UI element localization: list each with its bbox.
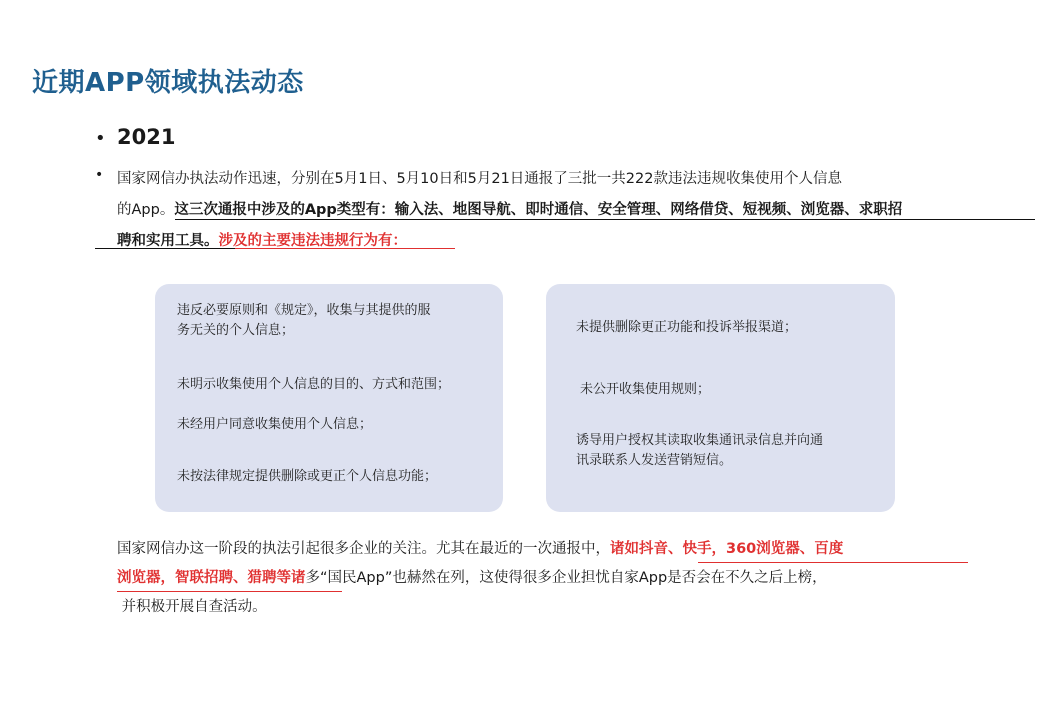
violation-item: 违反必要原则和《规定》，收集与其提供的服 bbox=[177, 303, 431, 318]
underline bbox=[175, 219, 1035, 220]
paragraph-intro bbox=[117, 164, 1047, 257]
conclusion-text-cont: 多“国民App”也赫然在列，这使得很多企业担忧自家App是否会在不久之后上榜， bbox=[305, 570, 827, 586]
intro-text: 国家网信办执法动作迅速，分别在5月1日、5月10日和5月21日通报了三批一共222款违法违规收集使用个人信息 bbox=[117, 171, 842, 187]
bullet-icon: • bbox=[95, 128, 106, 149]
violations-lead: 涉及的主要违法违规行为有： bbox=[218, 233, 407, 249]
intro-text-cont: 的App。 bbox=[117, 202, 175, 218]
named-apps: 诸如抖音、快手，360浏览器、百度 bbox=[610, 541, 844, 557]
violation-item: 未提供删除更正功能和投诉举报渠道； bbox=[576, 320, 798, 335]
violations-box-left bbox=[155, 284, 503, 512]
app-types-text: 这三次通报中涉及的App类型有：输入法、地图导航、即时通信、安全管理、网络借贷、短视频、浏览器、求职招 bbox=[174, 202, 903, 218]
app-types-text-cont: 聘和实用工具。 bbox=[117, 233, 219, 249]
red-underline bbox=[698, 562, 968, 563]
conclusion-text-end: 并积极开展自查活动。 bbox=[121, 599, 267, 615]
year-heading: 2021 bbox=[117, 125, 176, 149]
violation-item: 未按法律规定提供删除或更正个人信息功能； bbox=[177, 469, 438, 484]
violation-item-cont: 务无关的个人信息； bbox=[177, 323, 295, 338]
violation-item-cont: 讯录联系人发送营销短信。 bbox=[576, 453, 733, 468]
violations-box-right bbox=[546, 284, 895, 512]
conclusion-text: 国家网信办这一阶段的执法引起很多企业的关注。尤其在最近的一次通报中， bbox=[117, 541, 610, 557]
red-underline bbox=[235, 248, 455, 249]
violation-item: 诱导用户授权其读取收集通讯录信息并向通 bbox=[576, 433, 824, 448]
page-title: 近期APP领域执法动态 bbox=[32, 68, 304, 98]
underline bbox=[95, 248, 235, 249]
violation-item: 未公开收集使用规则； bbox=[580, 382, 711, 397]
violation-item: 未明示收集使用个人信息的目的、方式和范围； bbox=[177, 377, 451, 392]
named-apps-cont: 浏览器，智联招聘、猎聘等诸 bbox=[117, 570, 306, 586]
paragraph-conclusion bbox=[117, 535, 987, 622]
bullet-icon: • bbox=[95, 167, 104, 183]
violation-item: 未经用户同意收集使用个人信息； bbox=[177, 417, 373, 432]
red-underline bbox=[117, 591, 342, 592]
